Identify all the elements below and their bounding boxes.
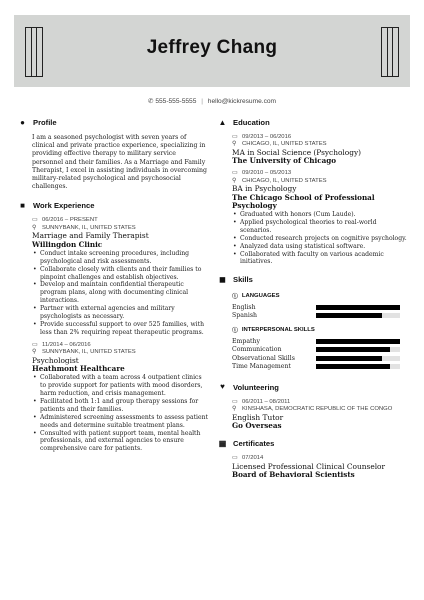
skill-level-bar: [316, 356, 400, 361]
work-heading: [18, 201, 208, 210]
skill-label: Empathy: [232, 337, 261, 345]
entry-location-text: KINSHASA, DEMOCRATIC REPUBLIC OF THE CONGO: [242, 406, 393, 413]
bullet-item: • Consulted with patient support team, mental health professionals, and external agencies to ensure comprehensive care for patients.: [32, 430, 208, 454]
entry-organization: Willingdon Clinic: [32, 239, 103, 249]
certificates-heading: [218, 439, 408, 448]
bullet-list: [32, 250, 208, 337]
skill-level-bar: [316, 305, 400, 310]
skill-level-fill: [316, 364, 390, 369]
location-pin-icon: ⚲: [232, 406, 237, 413]
entry-organization: Heathmont Healthcare: [32, 364, 125, 374]
skills-list: [218, 291, 408, 373]
bullet-item: • Develop and maintain confidential therapeutic program plans, along with documenting clinical interactions.: [32, 281, 208, 305]
skill-label: Spanish: [232, 312, 258, 320]
skill-level-fill: [316, 305, 400, 310]
skill-level-bar: [316, 347, 400, 352]
candidate-name: Jeffrey Chang: [146, 37, 278, 58]
skill-group-label: INTERPERSONAL SKILLS: [241, 326, 315, 333]
person-icon: ●: [20, 117, 25, 127]
bullet-item: • Administered screening assessments to assess patient needs and determine suitable treatment plans.: [32, 414, 208, 430]
entry-organization: The Chicago School of Professional Psychology: [232, 192, 375, 210]
bullet-item: • Graduated with honors (Cum Laude).: [232, 211, 408, 219]
location-pin-icon: ⚲: [32, 349, 37, 356]
profile-heading-label: Profile: [33, 118, 57, 127]
skill-row: [232, 354, 408, 362]
entry-organization: Go Overseas: [232, 420, 282, 430]
profile-text: I am a seasoned psychologist with seven years of clinical and private practice experience, specializing in providing effective therapy to military service personnel and their families. As a Marriage and Family Therapist, I excel in assisting individuals in overcoming military-related psychological and psychosocial challenges.: [32, 134, 207, 191]
education-list: [218, 134, 408, 266]
email-address[interactable]: hello@kickresume.com: [207, 98, 277, 105]
entry-location-text: CHICAGO, IL, UNITED STATES: [242, 177, 327, 184]
entry: [232, 399, 408, 430]
entry-location-text: SUNNYBANK, IL, UNITED STATES: [42, 349, 136, 356]
entry-title: MA in Social Science (Psychology): [232, 147, 362, 157]
bullet-item: • Partner with external agencies and military psychologists as necessary.: [32, 305, 208, 321]
work-list: [18, 217, 208, 453]
location-pin-icon: ⚲: [232, 141, 237, 148]
certificates-heading-label: Certificates: [233, 439, 275, 449]
bullet-item: • Analyzed data using statistical software.: [232, 243, 408, 251]
entry: [32, 217, 208, 336]
bullet-item: • Conducted research projects on cognitive psychology.: [232, 235, 408, 243]
bullet-item: • Collaborated with faculty on various academic initiatives.: [232, 251, 408, 267]
skill-label: Time Management: [232, 363, 291, 371]
briefcase-icon: ■: [20, 200, 25, 210]
bullet-item: • Applied psychological theories to real-world scenarios.: [232, 219, 408, 235]
bullet-item: • Collaborated with a team across 4 outpatient clinics to provide support for patients with mood disorders, harm reduction, and crisis management.: [32, 374, 208, 398]
skill-row: [232, 362, 408, 370]
work-heading-label: Work Experience: [33, 201, 95, 211]
contact-line: [0, 97, 424, 105]
skill-level-bar: [316, 339, 400, 344]
skill-row: [232, 303, 408, 311]
skill-level-fill: [316, 339, 400, 344]
calendar-icon: ▭: [232, 455, 238, 462]
entry-title: Psychologist: [32, 355, 79, 365]
skills-heading-label: Skills: [233, 275, 253, 285]
bullet-item: • Facilitated both 1:1 and group therapy sessions for patients and their families.: [32, 398, 208, 414]
entry-title: English Tutor: [232, 412, 284, 422]
calendar-icon: ▭: [232, 398, 238, 405]
entry-dates: [32, 342, 208, 349]
entry-dates: [232, 134, 408, 141]
certificate-icon: ▦: [218, 438, 227, 448]
info-circle-icon: ⓘ: [232, 294, 238, 301]
skill-level-fill: [316, 347, 390, 352]
location-pin-icon: ⚲: [32, 224, 37, 231]
entry: [232, 134, 408, 165]
education-heading: [218, 118, 408, 127]
entry-dates-text: 06/2011 – 08/2011: [242, 398, 291, 405]
entry-dates-text: 09/2010 – 05/2013: [242, 170, 292, 177]
entry-dates-text: 09/2013 – 06/2016: [242, 134, 292, 140]
calendar-icon: ▭: [232, 170, 238, 177]
location-pin-icon: ⚲: [232, 177, 237, 184]
skill-row: [232, 312, 408, 320]
right-column: [218, 118, 408, 484]
entry-organization: Board of Behavioral Scientists: [232, 469, 355, 479]
bullet-item: • Conduct intake screening procedures, including psychological and risk assessments.: [32, 250, 208, 266]
volunteering-heading-label: Volunteering: [233, 382, 279, 392]
skill-label: Observational Skills: [232, 354, 295, 362]
skill-row: [232, 346, 408, 354]
entry-title: BA in Psychology: [232, 184, 297, 194]
phone-number[interactable]: 555-555-5555: [155, 98, 197, 105]
bullet-item: • Collaborate closely with clients and their families to pinpoint challenges and establish objectives.: [32, 266, 208, 282]
skill-group-label: LANGUAGES: [241, 292, 280, 299]
skill-level-bar: [316, 364, 400, 369]
skill-label: English: [232, 304, 256, 312]
entry-dates: [232, 399, 408, 406]
puzzle-icon: ◼: [219, 274, 226, 284]
info-circle-icon: ⓘ: [232, 328, 238, 335]
entry: [32, 342, 208, 453]
entry-location-text: SUNNYBANK, IL, UNITED STATES: [42, 224, 136, 231]
profile-heading: [18, 118, 208, 127]
education-heading-label: Education: [233, 118, 270, 127]
entry-location-text: CHICAGO, IL, UNITED STATES: [242, 141, 327, 148]
phone-icon: ✆: [147, 98, 154, 105]
skill-level-fill: [316, 313, 382, 318]
skill-label: Communication: [232, 346, 282, 354]
heart-icon: ♥: [220, 382, 225, 392]
entry-dates: [232, 170, 408, 177]
entry: [232, 455, 408, 479]
left-column: [18, 118, 208, 458]
graduation-cap-icon: ▲: [218, 117, 227, 127]
entry-dates-text: 11/2014 – 06/2016: [42, 341, 91, 348]
header-band: [14, 15, 410, 87]
certificates-list: [218, 455, 408, 479]
skill-level-bar: [316, 313, 400, 318]
skill-group-heading: [232, 325, 408, 334]
contact-separator: |: [201, 98, 203, 105]
entry-dates-text: 07/2014: [242, 455, 264, 462]
entry-organization: The University of Chicago: [232, 156, 337, 166]
entry-title: Licensed Professional Clinical Counselor: [232, 461, 386, 471]
skills-heading: [218, 275, 408, 284]
entry-title: Marriage and Family Therapist: [32, 231, 149, 241]
skill-row: [232, 337, 408, 345]
volunteering-heading: [218, 383, 408, 392]
entry: [232, 170, 408, 266]
calendar-icon: ▭: [32, 217, 38, 224]
entry-dates: [32, 217, 208, 224]
bullet-list: [232, 211, 408, 266]
skill-group-heading: [232, 291, 408, 300]
calendar-icon: ▭: [232, 134, 238, 140]
entry-dates-text: 06/2016 – PRESENT: [42, 217, 98, 224]
volunteering-list: [218, 399, 408, 430]
skill-level-fill: [316, 356, 382, 361]
calendar-icon: ▭: [32, 341, 38, 348]
bullet-list: [32, 374, 208, 453]
bullet-item: • Provide successful support to over 525 families, with less than 2% requiring repeat therapeutic programs.: [32, 321, 208, 337]
